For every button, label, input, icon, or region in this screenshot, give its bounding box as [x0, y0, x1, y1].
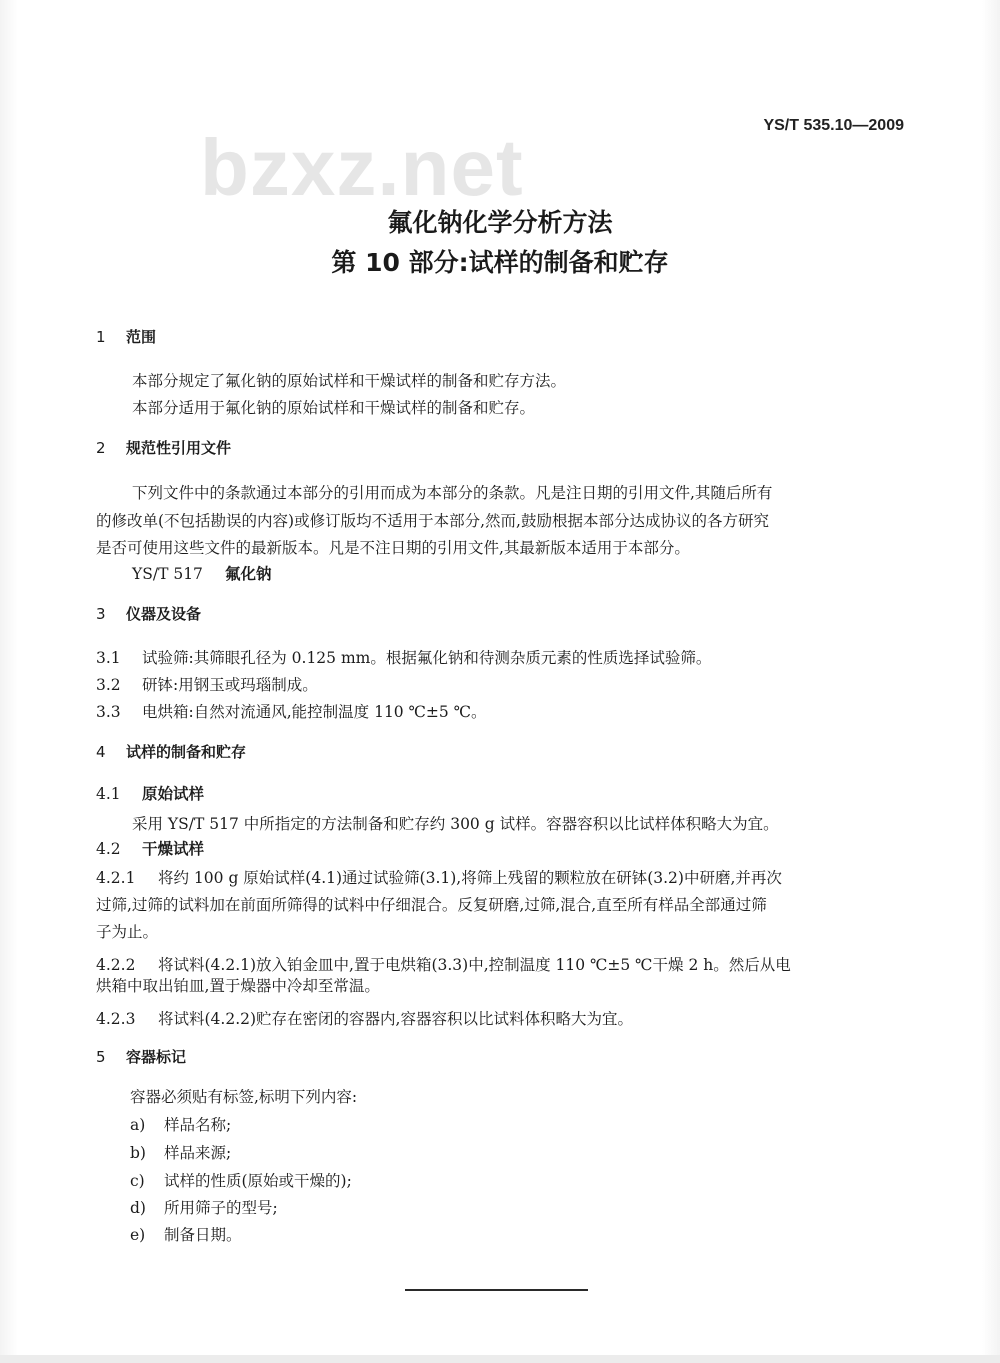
clause-title: 干燥试样: [142, 839, 205, 858]
clause-number: 4.2.2: [96, 956, 136, 974]
section-number: 5: [96, 1048, 106, 1066]
section-1-heading: [96, 326, 156, 347]
clause-3-2: [96, 673, 318, 695]
section-2-para-line-2: 的修改单(不包括勘误的内容)或修订版均不适用于本部分,然而,鼓励根据本部分达成协议的各方研究: [96, 512, 769, 530]
reference-code: YS/T 517: [132, 565, 203, 583]
document-title: 氟化钠化学分析方法: [387, 208, 613, 237]
end-rule: [405, 1289, 588, 1291]
section-1-para-2: 本部分适用于氟化钠的原始试样和干燥试样的制备和贮存。: [132, 399, 536, 417]
section-title: 仪器及设备: [126, 605, 202, 623]
clause-text: 研钵:用钢玉或玛瑙制成。: [142, 676, 318, 694]
list-marker: e): [130, 1226, 146, 1244]
list-text: 所用筛子的型号;: [164, 1199, 278, 1217]
clause-number: 3.2: [96, 676, 121, 694]
section-title: 试样的制备和贮存: [126, 743, 247, 761]
list-item: [130, 1169, 352, 1191]
clause-number: 3.3: [96, 703, 121, 721]
clause-number: 4.2.3: [96, 1010, 136, 1028]
list-text: 样品名称;: [164, 1116, 232, 1134]
clause-4-2-1-line-1: [96, 866, 782, 888]
section-number: 3: [96, 605, 106, 623]
section-2-heading: [96, 437, 231, 458]
list-marker: d): [130, 1199, 146, 1217]
section-number: 2: [96, 439, 106, 457]
clause-3-3: [96, 700, 487, 722]
section-2-para-line-3: 是否可使用这些文件的最新版本。凡是不注日期的引用文件,其最新版本适用于本部分。: [96, 539, 690, 557]
standard-code: YS/T 535.10—2009: [763, 117, 904, 134]
clause-number: 3.1: [96, 649, 121, 667]
document-subtitle: 第 10 部分:试样的制备和贮存: [331, 248, 669, 277]
watermark: bzxz.net: [200, 123, 524, 212]
list-text: 样品来源;: [164, 1144, 232, 1162]
list-item: [130, 1196, 278, 1218]
clause-number: 4.1: [96, 785, 121, 803]
section-3-heading: [96, 603, 201, 624]
clause-text: 将试料(4.2.1)放入铂金皿中,置于电烘箱(3.3)中,控制温度 110 ℃±5 ℃干燥 2 h。然后从电: [158, 956, 791, 974]
section-5-intro: 容器必须贴有标签,标明下列内容:: [130, 1088, 358, 1106]
clause-4-2-2-line-2: 烘箱中取出铂皿,置于燥器中冷却至常温。: [96, 977, 380, 995]
list-item: [130, 1223, 242, 1245]
section-title: 范围: [126, 328, 157, 346]
list-marker: c): [130, 1172, 145, 1190]
clause-text: 电烘箱:自然对流通风,能控制温度 110 ℃±5 ℃。: [142, 703, 487, 721]
list-item: [130, 1141, 231, 1163]
clause-title: 原始试样: [142, 784, 205, 803]
list-item: [130, 1113, 231, 1135]
clause-4-2-1-line-2: 过筛,过筛的试料加在前面所筛得的试料中仔细混合。反复研磨,过筛,混合,直至所有样品全部通过筛: [96, 896, 767, 914]
section-4-heading: [96, 741, 246, 762]
clause-4-2-1-line-3: 子为止。: [96, 923, 159, 941]
clause-number: 4.2.1: [96, 869, 136, 887]
clause-4-2-2-line-1: [96, 953, 791, 975]
clause-4-2-heading: [96, 837, 204, 859]
clause-text: 将约 100 g 原始试样(4.1)通过试验筛(3.1),将筛上残留的颗粒放在研钵(3.2)中研磨,并再次: [158, 869, 782, 887]
clause-4-1-text: 采用 YS/T 517 中所指定的方法制备和贮存约 300 g 试样。容器容积以比试样体积略大为宜。: [132, 815, 779, 833]
clause-text: 将试料(4.2.2)贮存在密闭的容器内,容器容积以比试料体积略大为宜。: [158, 1010, 633, 1028]
section-1-para-1: 本部分规定了氟化钠的原始试样和干燥试样的制备和贮存方法。: [132, 372, 567, 390]
clause-4-2-3: [96, 1007, 633, 1029]
scan-edge: [0, 1355, 1000, 1363]
section-title: 容器标记: [126, 1048, 187, 1066]
list-text: 试样的性质(原始或干燥的);: [164, 1172, 352, 1190]
normative-reference: [132, 561, 271, 587]
section-title: 规范性引用文件: [126, 439, 232, 457]
clause-3-1: [96, 646, 711, 668]
list-marker: b): [130, 1144, 146, 1162]
list-marker: a): [130, 1116, 146, 1134]
section-number: 1: [96, 328, 106, 346]
clause-4-1-heading: [96, 782, 204, 804]
section-2-para-line-1: 下列文件中的条款通过本部分的引用而成为本部分的条款。凡是注日期的引用文件,其随后所有: [132, 484, 773, 502]
reference-name: 氟化钠: [224, 564, 272, 583]
list-text: 制备日期。: [164, 1226, 242, 1244]
clause-number: 4.2: [96, 840, 121, 858]
section-5-heading: [96, 1046, 186, 1067]
clause-text: 试验筛:其筛眼孔径为 0.125 mm。根据氟化钠和待测杂质元素的性质选择试验筛。: [142, 649, 712, 667]
section-number: 4: [96, 743, 106, 761]
